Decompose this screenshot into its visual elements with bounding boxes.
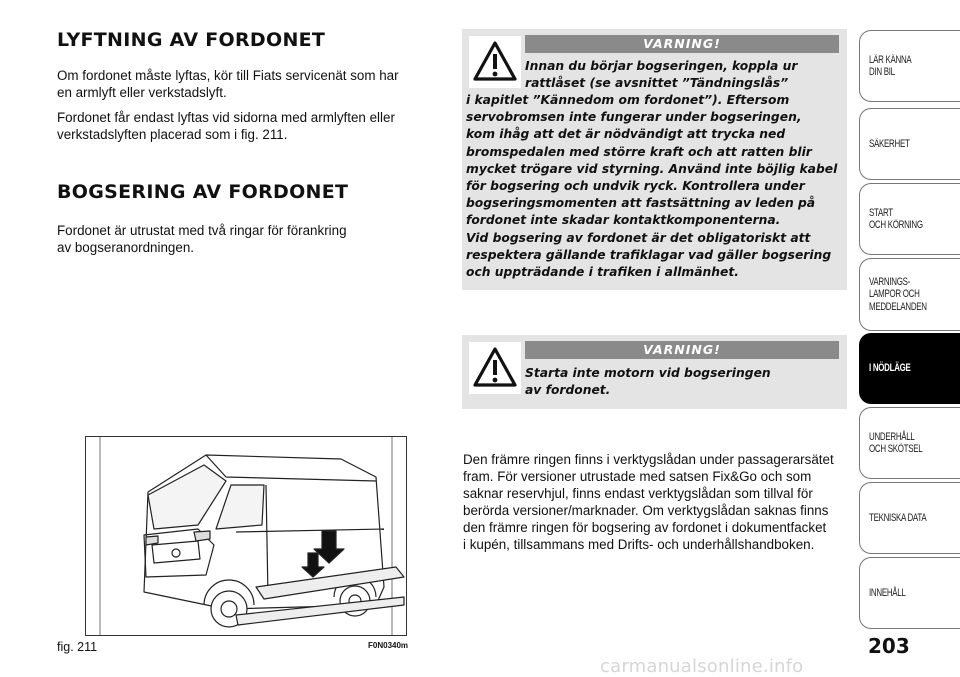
watermark: carmanualsonline.info: [600, 656, 804, 677]
warning-triangle-icon: [469, 36, 521, 88]
tab-i-nodlage[interactable]: I NÖDLÄGE: [859, 333, 960, 404]
tab-varningslampor[interactable]: VARNINGS- LAMPOR OCH MEDDELANDEN: [859, 258, 960, 331]
tab-innehall[interactable]: INNEHÅLL: [859, 557, 960, 629]
warning-text: i kapitlet ”Kännedom om fordonet”). Eftersom servobromsen inte fungerar under bogseringen, kom ihåg att det är nödvändigt att trycka ned bromspedalen med större kraft och att ratten blir mycket trögare vid styrning. Använd inte böjlig kabel för bogsering och undvik ryck. Kontrollera under bogseringsmomenten att fastsättning av leden på fordonet inte skadar kontaktkomponenterna. Vid bogsering av fordonet är det obligatoriskt att respektera gällande trafiklagar vad gäller bogsering och uppträdande i trafiken i allmänhet.: [466, 93, 838, 280]
warning-box-engine: [462, 335, 847, 409]
warning-text: Starta inte motorn vid bogseringen av fordonet.: [525, 366, 771, 398]
paragraph-lifting-1: Om fordonet måste lyftas, kör till Fiats servicenät som har en armlyft eller verkstadslyft.: [57, 68, 399, 100]
paragraph-towing: Fordonet är utrustat med två ringar för förankring av bogseranordningen.: [57, 223, 347, 255]
page-number: 203: [868, 634, 910, 658]
paragraph-lifting-2: Fordonet får endast lyftas vid sidorna med armlyften eller verkstadslyften placerad som i fig. 211.: [57, 110, 395, 142]
warning-triangle-icon: [469, 342, 521, 394]
tab-underhall-och-skotsel[interactable]: UNDERHÅLL OCH SKÖTSEL: [859, 407, 960, 479]
van-illustration: [86, 437, 407, 636]
figure-caption: fig. 211: [57, 640, 98, 654]
warning-title: VARNING!: [525, 35, 839, 53]
heading-lifting: LYFTNING AV FORDONET: [57, 29, 326, 51]
warning-title: VARNING!: [525, 341, 839, 359]
tab-tekniska-data[interactable]: TEKNISKA DATA: [859, 482, 960, 554]
warning-box-towing: [462, 29, 847, 290]
figure-code: F0N0340m: [368, 641, 409, 650]
tab-sakerhet[interactable]: SÄKERHET: [859, 108, 960, 180]
figure-van-lift: [85, 436, 407, 636]
tab-start-och-korning[interactable]: START OCH KÖRNING: [859, 183, 960, 255]
warning-text-indented: Innan du börjar bogseringen, koppla ur rattlåset (se avsnittet ”Tändningslås”: [525, 59, 798, 91]
tab-lar-kanna-din-bil[interactable]: LÄR KÄNNA DIN BIL: [859, 30, 960, 102]
paragraph-front-ring: Den främre ringen finns i verktygslådan under passagerarsätet fram. För versioner utrustade med satsen Fix&Go och som saknar reservhjul, finns endast verktygslådan som tillval för berörda versioner/marknader. Om verktygslådan saknas finns den främre ringen för bogsering av fordonet i dokumentfacket i kupén, tillsammans med Drifts- och underhållshandboken.: [463, 452, 834, 552]
heading-towing: BOGSERING AV FORDONET: [57, 181, 349, 203]
